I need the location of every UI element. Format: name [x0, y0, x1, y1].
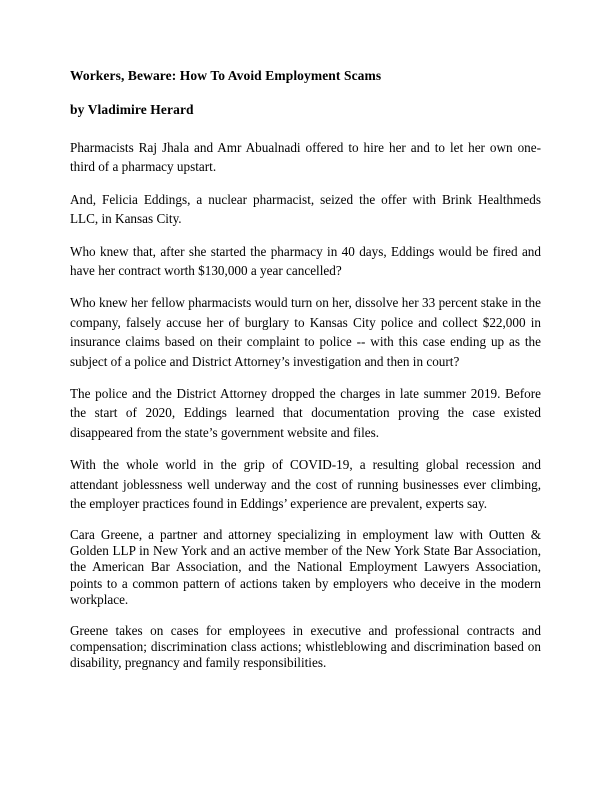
- body-paragraph: And, Felicia Eddings, a nuclear pharmacist, seized the offer with Brink Healthmeds LLC, in Kansas City.: [70, 191, 541, 227]
- document-body: [70, 66, 541, 672]
- body-paragraph: Pharmacists Raj Jhala and Amr Abualnadi offered to hire her and to let her own one-third of a pharmacy upstart.: [70, 140, 541, 175]
- body-paragraph: The police and the District Attorney dropped the charges in late summer 2019. Before the start of 2020, Eddings learned that documentation proving the case existed disappeared from the state’s government website and files.: [70, 386, 541, 440]
- body-paragraph: Cara Greene, a partner and attorney specializing in employment law with Outten & Golden LLP in New York and an active member of the New York State Bar Association, the American Bar Association, and the National Employment Lawyers Association, points to a common pattern of actions taken by employers who deceive in the modern workplace.: [70, 526, 541, 608]
- body-paragraph: Who knew her fellow pharmacists would turn on her, dissolve her 33 percent stake in the company, falsely accuse her of burglary to Kansas City police and collect $22,000 in insurance claims based on their complaint to police -- with this case ending up as the subject of a police and District Attorney’s investigation and then in court?: [70, 295, 541, 369]
- body-paragraph: Greene takes on cases for employees in executive and professional contracts and compensation; discrimination class actions; whistleblowing and discrimination based on disability, pregnancy and family responsibilities.: [70, 622, 541, 671]
- body-paragraph: With the whole world in the grip of COVID-19, a resulting global recession and attendant joblessness well underway and the cost of running businesses ever climbing, the employer practices found in Eddings’ experience are prevalent, experts say.: [70, 457, 541, 512]
- page-title: Workers, Beware: How To Avoid Employment Scams: [70, 68, 382, 83]
- body-paragraph: Who knew that, after she started the pharmacy in 40 days, Eddings would be fired and have her contract worth $130,000 a year cancelled?: [70, 243, 541, 279]
- author-byline: by Vladimire Herard: [70, 102, 194, 117]
